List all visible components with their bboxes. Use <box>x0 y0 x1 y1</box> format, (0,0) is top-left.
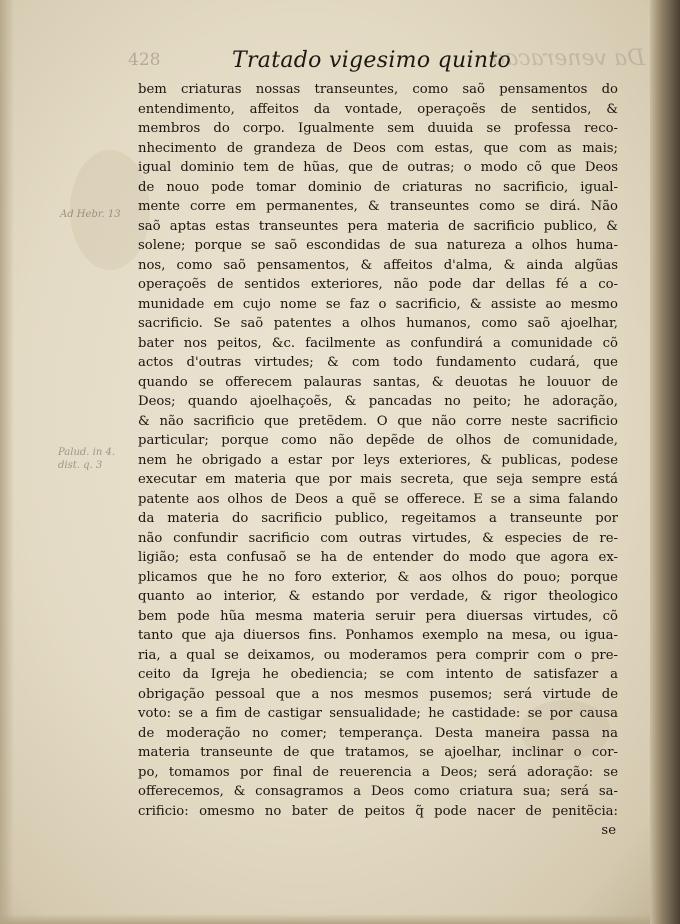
text-line: obrigação pessoal que a nos mesmos pusemos; será virtude de <box>138 686 618 702</box>
text-line: quanto ao interior, & estando por verdade, & rigor theologico <box>138 589 618 604</box>
text-line: actos d'outras virtudes; & com todo fundamento cudará, que <box>138 355 618 370</box>
text-line: membros do corpo. Igualmente sem duuida se professa reco- <box>138 121 618 136</box>
text-line: entendimento, affeitos da vontade, operaçoẽs de sentidos, & <box>138 101 618 117</box>
text-line: solene; porque se saõ escondidas de sua natureza a olhos huma- <box>138 238 618 253</box>
text-line: saõ aptas estas transeuntes pera materia de sacrificio publico, & <box>138 218 618 234</box>
text-line: munidade em cujo nome se faz o sacrificio, & assiste ao mesmo <box>138 296 618 312</box>
text-line: tanto que aja diuersos fins. Ponhamos exemplo na mesa, ou igua- <box>138 628 618 643</box>
text-line: igual dominio tem de hũas, que de outras; o modo cõ que Deos <box>138 160 618 175</box>
text-line: executar em materia que por mais secreta, que seja sempre está <box>138 472 618 487</box>
page-left-edge <box>0 0 14 924</box>
text-line: particular; porque como não depẽde de olhos de comunidade, <box>138 433 618 448</box>
text-line: operaçoẽs de sentidos exteriores, não pode dar dellas fé a co- <box>138 277 618 292</box>
text-line: po, tomamos por final de reuerencia a Deos; será adoração: se <box>138 764 618 780</box>
text-line: nem he obrigado a estar por leys exteriores, & publicas, podese <box>138 452 618 468</box>
text-line: bem criaturas nossas transeuntes, como saõ pensamentos do <box>138 82 618 97</box>
text-line: voto: se a fim de castigar sensualidade; he castidade: se por causa <box>138 706 618 721</box>
text-line: & não sacrificio que pretẽdem. O que não corre neste sacrificio <box>138 413 618 429</box>
page-number: 428 <box>128 50 161 70</box>
page-bottom-edge <box>0 914 680 924</box>
margin-note-paludanus <box>58 446 115 472</box>
margin-note-line: Palud. in 4. <box>58 447 115 458</box>
text-line: ceito da Igreja he obediencia; se com intento de satisfazer a <box>138 667 618 682</box>
text-line: nhecimento de grandeza de Deos com estas, que com as mais; <box>138 140 618 156</box>
running-title: Tratado vigesimo quinto <box>232 48 512 73</box>
text-line: de nouo pode tomar dominio de criaturas no sacrificio, igual- <box>138 179 618 195</box>
catchword: se <box>601 823 616 838</box>
text-line: patente aos olhos de Deos a quẽ se offerece. E se a sima falando <box>138 491 618 507</box>
text-line: de moderação no comer; temperança. Desta maneira passa na <box>138 725 618 741</box>
bleed-through-text: Da veneracao <box>492 46 645 71</box>
text-line: crificio: omesmo no bater de peitos q̃ pode nacer de penitẽcia: <box>138 803 618 819</box>
margin-note-line: Ad Hebr. 13 <box>60 209 121 220</box>
text-line: ria, a qual se deixamos, ou moderamos pera comprir com o pre- <box>138 647 618 663</box>
text-line: bem pode hũa mesma materia seruir pera diuersas virtudes, cõ <box>138 608 618 624</box>
text-line: ligião; esta confusaõ se ha de entender do modo que agora ex- <box>138 550 618 565</box>
text-line: Deos; quando ajoelhaçoẽs, & pancadas no peito; he adoração, <box>138 394 618 409</box>
text-line: nos, como saõ pensamentos, & affeitos d'alma, & ainda algũas <box>138 257 618 273</box>
text-line: quando se offerecem palauras santas, & deuotas he louuor de <box>138 374 618 390</box>
margin-note-line: dist. q. 3 <box>58 460 103 471</box>
margin-note-hebrews <box>60 208 121 221</box>
body-text <box>138 80 618 841</box>
text-line: plicamos que he no foro exterior, & aos olhos do pouo; porque <box>138 569 618 585</box>
book-gutter <box>650 0 680 924</box>
text-line: sacrificio. Se saõ patentes a olhos humanos, como saõ ajoelhar, <box>138 316 618 331</box>
text-line: materia transeunte de que tratamos, se ajoelhar, inclinar o cor- <box>138 745 618 760</box>
text-line: não confundir sacrificio com outras virtudes, & especies de re- <box>138 530 618 546</box>
text-line: offerecemos, & consagramos a Deos como criatura sua; será sa- <box>138 784 618 799</box>
text-line: mente corre em permanentes, & transeuntes como se dirá. Não <box>138 199 618 214</box>
text-line: da materia do sacrificio publico, regeitamos a transeunte por <box>138 511 618 526</box>
text-line: bater nos peitos, &c. facilmente as confundirá a comunidade cõ <box>138 335 618 351</box>
